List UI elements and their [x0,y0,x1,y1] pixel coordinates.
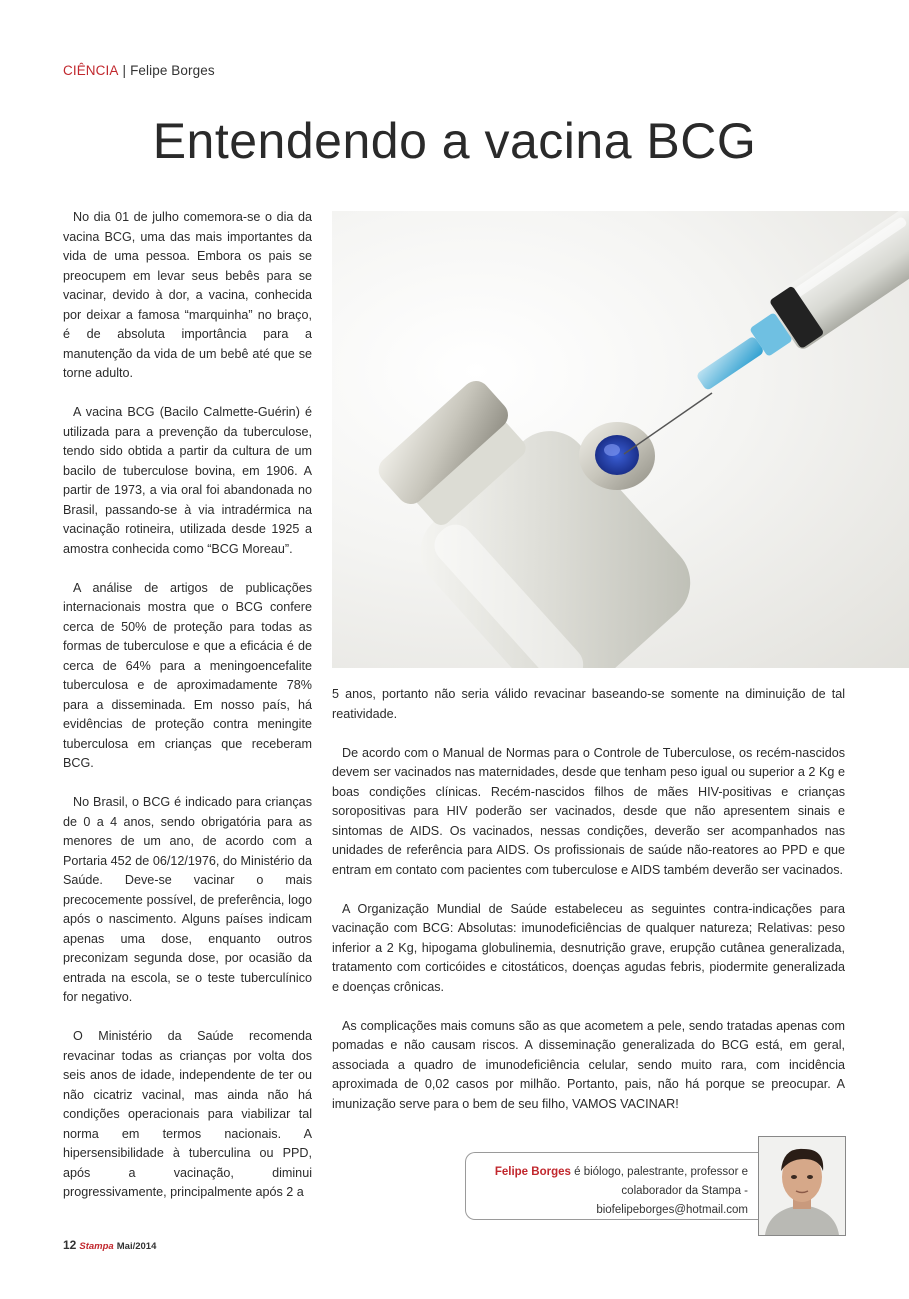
section-header [63,63,215,78]
bio-author-name: Felipe Borges [494,1166,571,1178]
article-column-left [63,208,312,1222]
paragraph: No dia 01 de julho comemora-se o dia da vacina BCG, uma das mais importantes da vida de uma pessoa. Embora os pais se preocupem em levar seus bebês para se vacinar, devido à dor, a vacina, conhecida por deixar a famosa “marquinha” no braço, é de absoluta importância para a manutenção da vida de um bebê até que se torne adulto. [63,210,312,380]
bio-line-2: colaborador da Stampa - biofelipeborges@hotmail.com [596,1185,748,1216]
article-title: Entendendo a vacina BCG [152,113,757,169]
author-portrait [758,1136,846,1236]
paragraph: O Ministério da Saúde recomenda revacinar todas as crianças por volta dos seis anos de idade, independente de ter ou não cicatriz vacinal, mas ainda não há condições operacionais para viabilizar tal norma em termos nacionais. A hipersensibilidade à tuberculina ou PPD, após a vacinação, diminui progressivamente, principalmente após 2 a [63,1029,312,1199]
magazine-name: Stampa [79,1241,114,1252]
author-bio [480,1163,748,1220]
issue-date: Mai/2014 [116,1241,157,1252]
syringe-vial-illustration [332,211,909,668]
paragraph: A vacina BCG (Bacilo Calmette-Guérin) é utilizada para a prevenção da tuberculose, tendo sido obtida a partir da cultura de um bacilo de tuberculose bovina, em 1906. A partir de 1973, a via oral foi abandonada no Brasil, passando-se à via intradérmica na vacinação rotineira, utilizada desde 1925 a amostra conhecida como “BCG Moreau”. [63,405,312,556]
bio-line-1: é biólogo, palestrante, professor e [570,1166,748,1178]
section-label: CIÊNCIA [63,63,119,78]
paragraph: As complicações mais comuns são as que acometem a pele, sendo tratadas apenas com pomadas e não causam riscos. A disseminação generalizada do BCG está, em geral, associada a quadro de imunodeficiência celular, sendo muito rara, com incidência aproximada de 0,02 casos por milhão. Portanto, pais, não há porque se preocupar. A imunização serve para o bem de seu filho, VAMOS VACINAR! [332,1018,845,1111]
paragraph: De acordo com o Manual de Normas para o Controle de Tuberculose, os recém-nascidos devem ser vacinados nas maternidades, desde que tenham peso igual ou superior a 2 Kg e boas condições clínicas. Recém-nascidos filhos de mães HIV-positivas e crianças soropositivas para HIV poderão ser vacinados, desde que não apresentem sinais e sintomas de AIDS. Os vacinados, nessas condições, deverão ser acompanhados nas unidades de referência para AIDS. Os profissionais de saúde não-reatores ao PPD e que entram em contato com pacientes com tuberculose e AIDS também deverão ser vacinados. [332,745,845,877]
paragraph: 5 anos, portanto não seria válido revacinar baseando-se somente na diminuição de tal reatividade. [332,687,845,721]
page-number: 12 [63,1238,77,1252]
article-column-right [332,685,845,1134]
syringe-vial-photo [332,211,909,668]
header-author: Felipe Borges [130,63,215,78]
header-separator: | [122,63,127,78]
paragraph: A Organização Mundial de Saúde estabeleceu as seguintes contra-indicações para vacinação com BCG: Absolutas: imunodeficiências de qualquer natureza; Relativas: peso inferior a 2 Kg, hipogama globulinemia, desnutrição grave, erupção cutânea generalizada, tratamento com corticóides e citostáticos, doenças agudas febris, piodermite generalizada e doenças crônicas. [332,901,845,994]
paragraph: A análise de artigos de publicações internacionais mostra que o BCG confere cerca de 50% de proteção para todas as formas de tuberculose e que a eficácia é de cerca de 64% para a meningoencefalite tuberculosa e de aproximadamente 78% para a disseminada. Em nosso país, há evidências de proteção contra meningite tuberculosa em crianças que receberam BCG. [63,580,312,770]
paragraph: No Brasil, o BCG é indicado para crianças de 0 a 4 anos, sendo obrigatória para as menores de um ano, de acordo com a Portaria 452 de 06/12/1976, do Ministério da Saúde. Deve-se vacinar o mais precocemente possível, de preferência, logo após o nascimento. Alguns países indicam apenas uma dose, enquanto outros preconizam segunda dose, por ocasião da entrada na escola, se o teste tuberculínico for negativo. [63,795,312,1004]
page-footer [63,1238,156,1252]
author-portrait-illustration [759,1137,845,1235]
